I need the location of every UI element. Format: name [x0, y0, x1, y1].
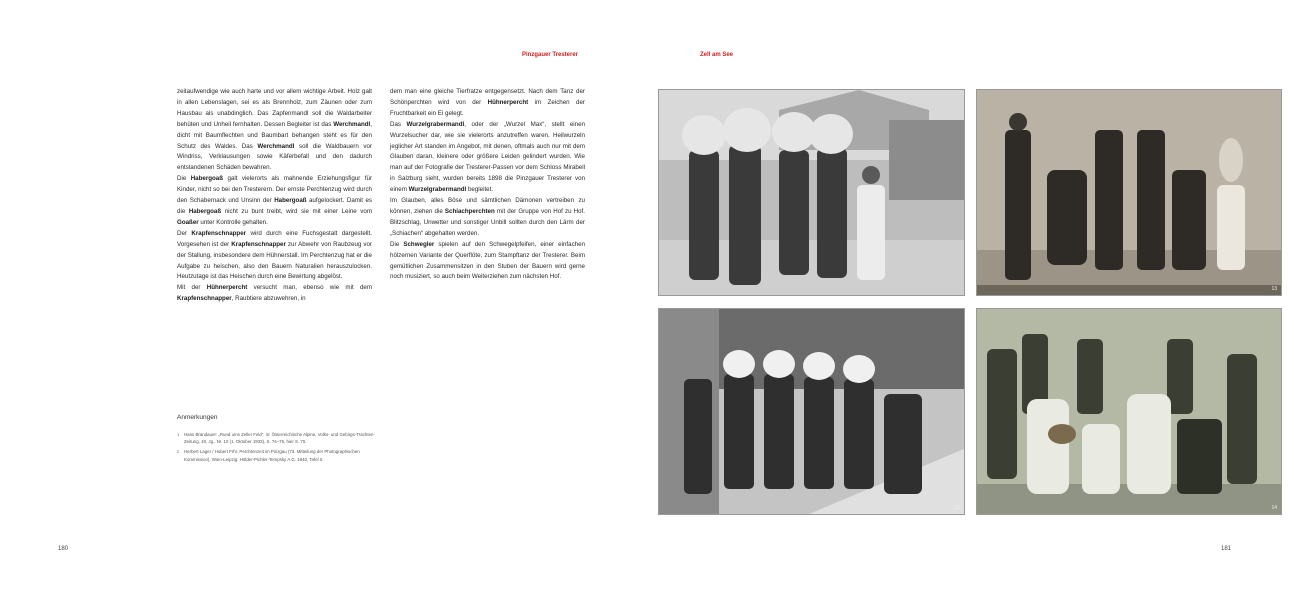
photo-image — [659, 309, 964, 514]
highlight-term: Hühnerpercht — [487, 98, 529, 106]
footnote — [177, 448, 377, 462]
photo-musicians-group — [976, 308, 1282, 515]
photo-tresterer-outdoor — [658, 89, 965, 296]
highlight-term: Hühnerpercht — [206, 284, 248, 292]
paragraph: Die Schwegler spielen auf den Schwegelpfeifen, einer einfachen hölzernen Variante der Querflöte, zum Stampftanz der Tresterer. Beim gemütlichen Zusammensitzen in den Stuben der Bauern wird gerne noch musiziert, so auch beim Weiterziehen zum nächsten Hof. — [390, 240, 585, 281]
photo-image — [977, 90, 1281, 295]
footnote-number: 1 — [177, 432, 180, 437]
paragraph: Der Krapfenschnapper wird durch eine Fuchsgestalt dargestellt. Vorgesehen ist der Krapfenschnapper zur Abwehr von Raubzeug vor der Stallung, insbesondere dem Hühnerstall. Im Perchtenzug hat er die Aufgabe zu heischen, also den Bauern Naturalien herauszulocken. Heutzutage ist das Heischen durch eine Bewirtung abgelöst. — [177, 229, 372, 281]
footnote-text: Hans Brandauer: „Rund ums Zeller Feld“, in: Österreichische Alpine, Volks- und Gebirgs-Trachten-Zeitung, 19. Jg., Nr. 10 (1. Oktober 1933), S. 74–76, hier S. 75. — [184, 432, 375, 445]
page-number-left: 180 — [58, 546, 69, 552]
highlight-term: Krapfenschnapper — [231, 240, 286, 248]
highlight-term: Werchmandl — [333, 120, 371, 128]
footnote-number: 2 — [177, 449, 180, 455]
highlight-term: Wurzelgrabermandl — [408, 186, 467, 194]
running-head-right: Zell am See — [700, 52, 734, 58]
paragraph: Das Wurzelgrabermandl, oder der „Wurzel Max“, stellt einen Wurzelsucher dar, wie sie vielerorts anzutreffen waren. Heilwurzeln jeglicher Art standen im Angebot, mit denen, oftmals auch nur mit dem Glauben daran, kleinere oder größere Leiden gelindert wurden. Wie man auf der Fotografie der Tresterer-Passen vor dem Schloss Mirabell in Salzburg sieht, wurden bereits 1898 die Pinzgauer Tresterer von einem Wurzelgrabermandl begleitet. — [390, 120, 585, 194]
highlight-term: Krapfenschnapper — [177, 295, 232, 303]
text-column-right — [390, 87, 585, 283]
page-number-right: 181 — [1221, 546, 1232, 552]
paragraph: zeitaufwendige wie auch harte und vor allem wichtige Arbeit. Holz galt in allen Lebenslagen, sei es als Brennholz, zum Zäunen oder zum Hausbau als unabdinglich. Das Zapfenmandl soll die Waldarbeiter behüten und Unheil fernhalten. Dessen Begleiter ist das Werchmandl, dicht mit Baumflechten und Baumbart behangen steht es für den Schutz des Waldes. Das Werchmandl soll die Waldbauern vor Windriss, Verklausungen sowie Käferbefall und den dadurch entstandenen Schäden bewahren. — [177, 88, 372, 172]
paragraph: Im Glauben, alles Böse und sämtlichen Dämonen vertreiben zu können, ziehen die Schiachperchten mit der Gruppe von Hof zu Hof. Blitzschlag, Unwetter und sonstiger Unbill sollten durch den Lärm der „Schiachen“ abgehalten werden. — [390, 197, 585, 237]
paragraph: Mit der Hühnerpercht versucht man, ebenso wie mit dem Krapfenschnapper, Raubtiere abzuwehren, in — [177, 284, 372, 303]
highlight-term: Habergoaß — [188, 207, 222, 215]
highlight-term: Schiachperchten — [444, 207, 495, 215]
footnotes-heading: Anmerkungen — [177, 414, 218, 421]
footnote-text: Herbert Lager / Hubert Frhr. Perchtenzeit im Pinzgau (73. Mitteilung der Photographischen Kommission), Wien-Leipzig: Hölder-Pichler-Tempsky A.G. 1940, Tafel II. — [184, 449, 360, 462]
paragraph: Die Habergoaß galt vielerorts als mahnende Erziehungsfigur für Kinder, nicht so bei den Tresterern. Der ernste Perchtenzug wird durch den Schabernack und Unsinn der Habergoaß aufgelockert. Damit es die Habergoaß nicht zu bunt treibt, wird sie mit einer Leine vom Goaßer unter Kontrolle gehalten. — [177, 175, 373, 226]
running-head-left: Pinzgauer Tresterer — [522, 52, 579, 58]
footnote — [177, 431, 377, 445]
highlight-term: Habergoaß — [190, 175, 224, 183]
highlight-term: Wurzelgrabermandl — [406, 120, 465, 128]
photo-number: 14 — [1271, 505, 1277, 511]
photo-tresterer-street — [658, 308, 965, 515]
highlight-term: Krapfenschnapper — [191, 229, 247, 237]
highlight-term: Goaßer — [177, 218, 199, 226]
photo-studio-group — [976, 89, 1282, 296]
highlight-term: Werchmandl — [257, 142, 295, 150]
photo-image — [977, 309, 1281, 514]
text-column-left — [177, 87, 372, 305]
photo-image — [659, 90, 964, 295]
photo-number: 12 — [954, 505, 960, 511]
paragraph: dem man eine gleiche Tierfratze entgegensetzt. Nach dem Tanz der Schönperchten wird von der Hühnerpercht im Zeichen der Fruchtbarkeit ein Ei gelegt. — [390, 88, 585, 117]
photo-number: 13 — [1271, 286, 1277, 292]
highlight-term: Habergoaß — [274, 197, 307, 205]
footnotes — [177, 413, 377, 466]
highlight-term: Schwegler — [403, 240, 435, 248]
